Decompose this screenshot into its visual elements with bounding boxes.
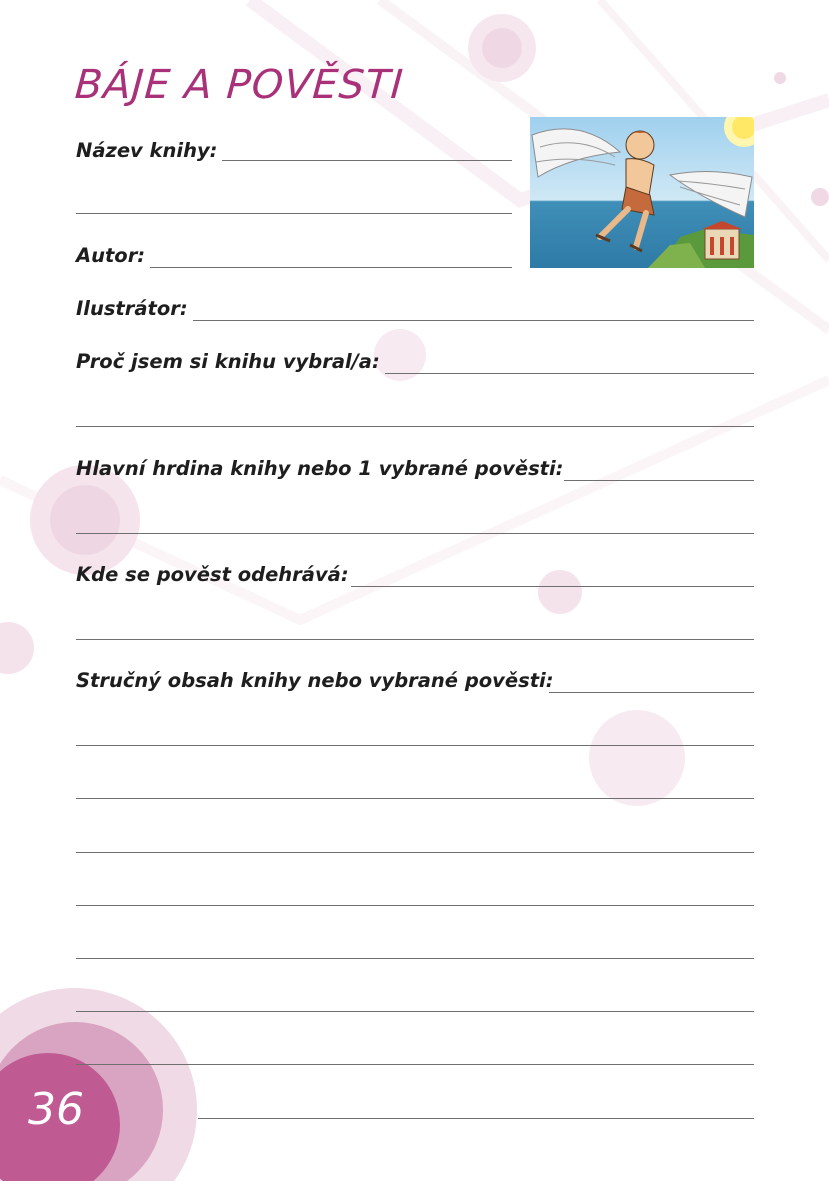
summary-label: Stručný obsah knihy nebo vybrané pověsti: <box>76 669 554 692</box>
page-number: 36 <box>28 1084 84 1135</box>
main-hero-line-1[interactable] <box>564 480 754 481</box>
illustrator-label: Ilustrátor: <box>76 297 188 320</box>
book-title-line-1[interactable] <box>222 160 512 161</box>
setting-label: Kde se pověst odehrává: <box>76 563 349 586</box>
icarus-illustration <box>530 117 754 268</box>
summary-line-4[interactable] <box>76 852 754 853</box>
why-chosen-line-2[interactable] <box>76 426 754 427</box>
page-title: BÁJE A POVĚSTI <box>73 62 406 108</box>
author-label: Autor: <box>76 244 146 267</box>
main-hero-line-2[interactable] <box>76 533 754 534</box>
summary-line-9[interactable] <box>198 1118 754 1119</box>
setting-line-2[interactable] <box>76 639 754 640</box>
summary-line-7[interactable] <box>76 1011 754 1012</box>
summary-line-6[interactable] <box>76 958 754 959</box>
book-title-label: Název knihy: <box>76 139 218 162</box>
summary-line-2[interactable] <box>76 745 754 746</box>
book-title-line-2[interactable] <box>76 213 512 214</box>
summary-line-3[interactable] <box>76 798 754 799</box>
why-chosen-line-1[interactable] <box>385 373 754 374</box>
summary-line-5[interactable] <box>76 905 754 906</box>
summary-line-8[interactable] <box>76 1064 754 1065</box>
summary-line-1[interactable] <box>549 692 754 693</box>
why-chosen-label: Proč jsem si knihu vybral/a: <box>76 350 380 373</box>
illustrator-line[interactable] <box>193 320 754 321</box>
setting-line-1[interactable] <box>351 586 754 587</box>
main-hero-label: Hlavní hrdina knihy nebo 1 vybrané pověsti: <box>76 457 564 480</box>
author-line[interactable] <box>150 267 512 268</box>
